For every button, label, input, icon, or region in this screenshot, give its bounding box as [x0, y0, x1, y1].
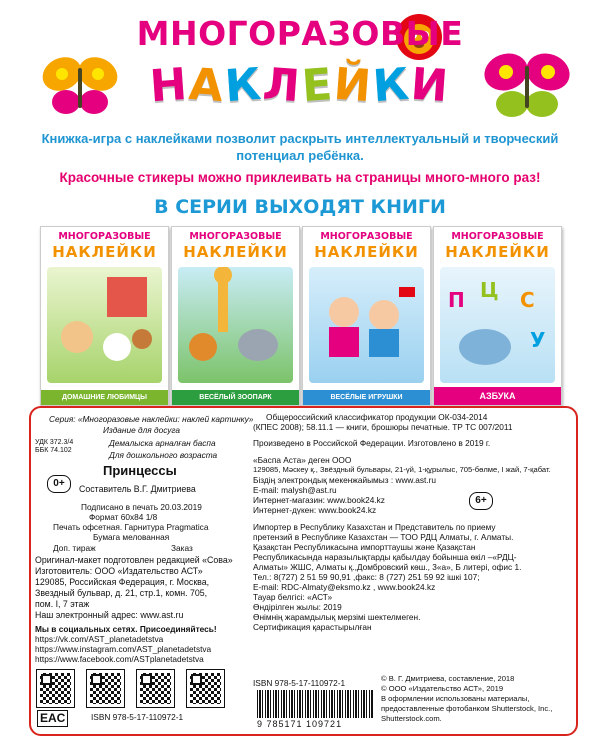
- publisher: Изготовитель: ООО «Издательство АСТ»: [35, 566, 203, 576]
- social-heading: Мы в социальных сетях. Присоединяйтесь!: [35, 624, 217, 634]
- svg-text:С: С: [520, 288, 535, 312]
- importer-line4: Республикасында наразылықтарды қабылдау бойынша өкіл –«РДЦ-: [253, 552, 517, 562]
- book-cover-illustration: [47, 267, 162, 383]
- kz-leisure-note: Демалыска арналған баспа: [109, 438, 216, 448]
- book-cover-label: АЗБУКА: [434, 387, 561, 405]
- barcode-icon: [257, 690, 373, 718]
- telephone: Тел.: 8(727) 2 51 59 90,91 ,факс: 8 (727) 251 59 92 ішкі 107;: [253, 572, 480, 582]
- description-text: Книжка-игра с наклейками позволит раскрыть интеллектуальный и творческий потенциал ребёнка.: [41, 131, 559, 163]
- series-sub: Издание для досуга: [103, 425, 181, 435]
- book-cover-4: [433, 226, 562, 406]
- bbk: ББК 74.102: [35, 447, 72, 454]
- title-letter: К: [223, 58, 266, 113]
- okp-classifier-2: (КПЕС 2008); 58.11.1 — книги, брошюры печатные. ТР ТС 007/2011: [253, 422, 513, 432]
- series-name: Серия: «Многоразовые наклейки: наклей картинку»: [49, 414, 254, 424]
- title-letter: Е: [300, 58, 336, 113]
- copyright-4: предоставленные фотобанком Shutterstock, Inc.,: [381, 704, 553, 713]
- svg-text:П: П: [448, 288, 465, 312]
- print-info: Печать офсетная. Гарнитура Pragmatica: [53, 522, 209, 532]
- qr-code-vk-icon: [37, 670, 74, 707]
- preschool-note: Для дошкольного возраста: [109, 450, 218, 460]
- isbn-mid: ISBN 978-5-17-110972-1: [253, 678, 346, 688]
- title-letter: И: [408, 58, 452, 113]
- title-letter: Л: [261, 58, 304, 113]
- series-title-line2: [0, 60, 600, 111]
- book-cover-3: [302, 226, 431, 406]
- rdc-email: E-mail: RDC-Almaty@eksmo.kz , www.book24.kz: [253, 582, 436, 592]
- order-label: Заказ: [171, 543, 193, 553]
- kz-site: Біздің электрондық мекенжайымыз : www.ast.ru: [253, 475, 437, 485]
- year-kz: Өндірілген жылы: 2019: [253, 602, 342, 612]
- copyright-1: © В. Г. Дмитриева, составление, 2018: [381, 674, 515, 683]
- book-cover-1: [40, 226, 169, 406]
- age-rating-right: 6+: [469, 492, 493, 510]
- svg-text:У: У: [530, 328, 546, 352]
- barcode-number: 9 785171 109721: [257, 719, 343, 729]
- book-cover-2: [171, 226, 300, 406]
- copyright-2: © ООО «Издательство АСТ», 2019: [381, 684, 504, 693]
- book-cover-illustration: [178, 267, 293, 383]
- book-cover-label: ДОМАШНИЕ ЛЮБИМЦЫ: [41, 390, 168, 405]
- copyright-3: В оформлении использованы материалы,: [381, 694, 530, 703]
- udk: УДК 372.3/4: [35, 439, 74, 446]
- instagram-link[interactable]: https://www.instagram.com/AST_planetadetstva: [35, 644, 212, 654]
- shop-kz: Интернет-дүкен: www.book24.kz: [253, 505, 377, 515]
- book-cover-label: ВЕСЁЛЫЕ ИГРУШКИ: [303, 390, 430, 405]
- importer-line2: претензий в Республике Казахстан — ТОО РДЦ Алматы, г. Алматы.: [253, 532, 514, 542]
- eac-mark-icon: EAC: [37, 710, 68, 727]
- title-letter: Н: [148, 58, 192, 113]
- book-cover-title2: НАКЛЕЙКИ: [445, 243, 550, 261]
- importer-line3: Қазақстан Республикасына импорттаушы және Қазақстан: [253, 542, 476, 552]
- kz-publisher: «Баспа Аста» деген ООО: [253, 455, 352, 465]
- book-cover-title1: МНОГОРАЗОВЫЕ: [189, 231, 282, 242]
- book-cover-title2: НАКЛЕЙКИ: [183, 243, 288, 261]
- book-cover-title2: НАКЛЕЙКИ: [314, 243, 419, 261]
- title-letter: К: [371, 58, 413, 113]
- book-cover-title1: МНОГОРАЗОВЫЕ: [58, 231, 151, 242]
- shelf-life: Өнімнің жарамдылық мерзімі шектелмеген.: [253, 612, 421, 622]
- svg-text:Ц: Ц: [480, 278, 499, 302]
- address-line3: пом. I, 7 этаж: [35, 599, 90, 609]
- circulation-label: Доп. тираж: [53, 543, 96, 553]
- email: E-mail: malysh@ast.ru: [253, 485, 337, 495]
- certification: Сертификация қарастырылған: [253, 622, 372, 632]
- title-letter: Й: [332, 58, 375, 113]
- qr-code-site-icon: [187, 670, 224, 707]
- title-letter: А: [187, 58, 228, 113]
- qr-code-facebook-icon: [137, 670, 174, 707]
- age-rating-left: 0+: [47, 475, 71, 493]
- description-text-2: Красочные стикеры можно приклеивать на страницы много-много раз!: [59, 170, 541, 185]
- address-line1: 129085, Российская Федерация, г. Москва,: [35, 577, 210, 587]
- series-title-line1: МНОГОРАЗОВЫЕ: [136, 14, 464, 53]
- brand: Тауар белгісі: «АСТ»: [253, 592, 333, 602]
- book-cover-title1: МНОГОРАЗОВЫЕ: [451, 231, 544, 242]
- book-cover-illustration: [309, 267, 424, 383]
- address-line2: Звездный бульвар, д. 21, стр.1, комн. 705,: [35, 588, 208, 598]
- book-cover-title1: МНОГОРАЗОВЫЕ: [320, 231, 413, 242]
- paper: Бумага мелованная: [93, 532, 170, 542]
- imprint-panel: [29, 406, 578, 736]
- book-cover-label: ВЕСЁЛЫЙ ЗООПАРК: [172, 390, 299, 405]
- copyright-5: Shutterstock.com.: [381, 714, 442, 723]
- compiler: Составитель В.Г. Дмитриева: [79, 484, 196, 494]
- shop: Интернет-магазин: www.book24.kz: [253, 495, 385, 505]
- kz-address: 129085, Мәскеу қ., Звёздный бульвары, 21-үй, 1-құрылыс, 705-бөлме, I жай, 7-қабат.: [253, 465, 551, 474]
- format: Формат 60х84 1/8: [89, 512, 158, 522]
- importer-line1: Импортер в Республику Казахстан и Представитель по приему: [253, 522, 496, 532]
- series-heading: В СЕРИИ ВЫХОДЯТ КНИГИ: [154, 196, 446, 218]
- facebook-link[interactable]: https://www.facebook.com/ASTplanetadetstva: [35, 654, 204, 664]
- importer-line5: Алматы» ЖШС, Алматы қ.,Домбровский көш., 3«а», Б литері, офис 1.: [253, 562, 522, 572]
- made-in: Произведено в Российской Федерации. Изготовлено в 2019 г.: [253, 438, 491, 448]
- okp-classifier: Общероссийский классификатор продукции ОК-034-2014: [266, 412, 488, 422]
- qr-code-instagram-icon: [87, 670, 124, 707]
- vk-link[interactable]: https://vk.com/AST_planetadetstva: [35, 634, 164, 644]
- book-cover-illustration: [440, 267, 555, 383]
- signed-date: Подписано в печать 20.03.2019: [81, 502, 202, 512]
- book-cover-title2: НАКЛЕЙКИ: [52, 243, 157, 261]
- isbn-left: ISBN 978-5-17-110972-1: [91, 712, 184, 722]
- maket-info: Оригинал-макет подготовлен редакцией «Сова»: [35, 555, 233, 565]
- website: Наш электронный адрес: www.ast.ru: [35, 610, 184, 620]
- book-title: Принцессы: [103, 463, 177, 478]
